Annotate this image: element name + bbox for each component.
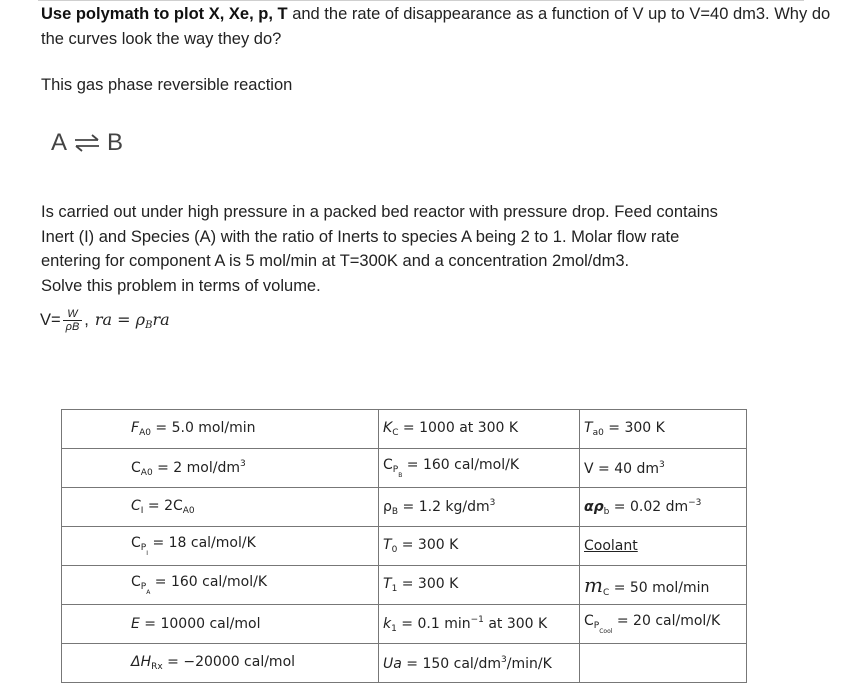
description-line: Is carried out under high pressure in a packed bed reactor with pressure drop. Feed contains xyxy=(41,203,718,221)
param-cpa: $C_{P_A} = 160$ cal/mol/K xyxy=(62,566,379,605)
table-row xyxy=(62,605,747,644)
param-ca0: $C_{A0} = 2$ mol/$dm^3$ xyxy=(62,449,379,488)
param-v: V = 40 $dm^3$ xyxy=(580,449,747,488)
param-cpb: $C_{P_B} = 160$ cal/mol/K xyxy=(379,449,580,488)
description-line: Inert (I) and Species (A) with the ratio of Inerts to species A being 2 to 1. Molar flow rate xyxy=(41,227,680,246)
empty-cell xyxy=(580,644,747,683)
param-fa0: $F_{A0} = 5.0$ mol/min xyxy=(62,410,379,449)
param-t0: $T_0 = 300$ K xyxy=(379,527,580,566)
question-bold: Use polymath to plot X, Xe, p, T xyxy=(41,5,288,23)
table-row xyxy=(62,566,747,605)
table-row xyxy=(62,527,747,566)
param-alpha: $\alpha\rho_b = 0.02$ $dm^{-3}$ xyxy=(580,488,747,527)
table-row xyxy=(62,644,747,683)
question-rest: and the rate of disappearance as a function of V up to V=40 dm3. Why do the curves look the way they do? xyxy=(41,5,831,48)
description-paragraph xyxy=(41,200,831,298)
table-row xyxy=(62,488,747,527)
top-divider xyxy=(38,0,804,1)
param-k1: $k_1 = 0.1$ $\min^{-1}$ at 300 K xyxy=(379,605,580,644)
product: B xyxy=(107,129,124,156)
param-kc: $K_C = 1000$ at 300 K xyxy=(379,410,580,449)
formula-lhs: V= xyxy=(40,310,61,329)
table-row xyxy=(62,449,747,488)
weight-fraction xyxy=(63,308,83,333)
param-ci: $C_I = 2C_{A0}$ xyxy=(62,488,379,527)
table-row xyxy=(62,410,747,449)
fraction-numerator: W xyxy=(67,307,78,320)
param-t1: $T_1 = 300$ K xyxy=(379,566,580,605)
param-rhob: $\rho_B = 1.2$ $kg/dm^3$ xyxy=(379,488,580,527)
param-e: E = 10000 cal/mol xyxy=(62,605,379,644)
param-cpcool: $C_{P_{Cool}} = 20$ cal/mol/K xyxy=(580,605,747,644)
parameter-table xyxy=(61,409,747,683)
param-mc: $m_C = 50$ mol/min xyxy=(580,566,747,605)
reactant: A xyxy=(51,129,68,156)
description-line: Solve this problem in terms of volume. xyxy=(41,276,321,295)
formula-separator: , xyxy=(84,310,89,329)
description-line: entering for component A is 5 mol/min at T=300K and a concentration 2mol/dm3. xyxy=(41,252,630,270)
volume-formula xyxy=(40,300,170,340)
rate-formula: ra = $\rho_Bra$ xyxy=(94,309,170,331)
param-ua: Ua = 150 cal/$dm^3/\min/K$ xyxy=(379,644,580,683)
equilibrium-arrows-icon xyxy=(73,133,101,153)
param-dhrx: $\Delta H_{Rx} = -20000$ cal/mol xyxy=(62,644,379,683)
coolant-label: Coolant xyxy=(580,527,747,566)
question-text xyxy=(41,2,831,51)
reaction-equation xyxy=(51,129,123,157)
param-ta0: $T_{a0} = 300$ K xyxy=(580,410,747,449)
fraction-denominator: ρB xyxy=(63,320,83,333)
param-cpi: $C_{P_I} = 18$ cal/mol/K xyxy=(62,527,379,566)
intro-text: This gas phase reversible reaction xyxy=(41,76,293,94)
